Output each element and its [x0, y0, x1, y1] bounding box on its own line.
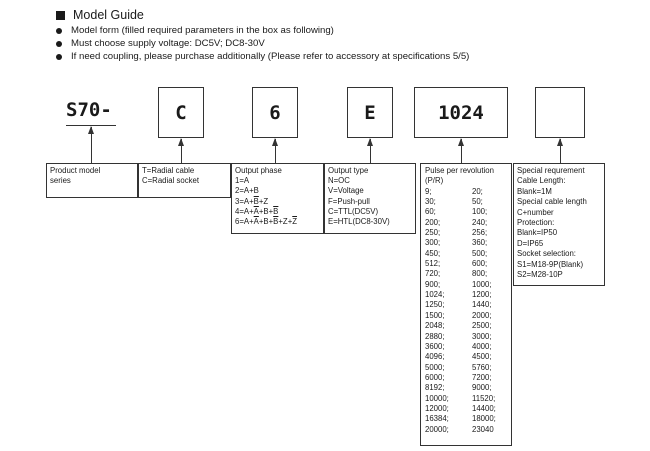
ppr-value: 3000;	[472, 331, 492, 341]
special-requirement-box	[513, 163, 605, 286]
ppr-code-box: 1024	[414, 87, 508, 138]
phase-line-4: $4=A+\overline{A}+B+\overline{B}$	[235, 206, 279, 216]
ppr-value: 1200;	[472, 290, 492, 300]
ppr-value: 18000;	[472, 414, 496, 424]
bullet-item	[56, 37, 469, 50]
output-type-box	[324, 163, 416, 234]
ppr-value: 9000;	[472, 383, 492, 393]
ppr-value: 12000;	[425, 403, 449, 413]
output-phase-title: Output phase	[235, 166, 282, 175]
ppr-value: 2048;	[425, 321, 445, 331]
ppr-column-2	[472, 187, 512, 435]
square-bullet-icon	[56, 11, 65, 20]
ppr-unit: (P/R)	[425, 176, 444, 186]
phase-line-6: $6=A+\overline{A}+B+\overline{B}+Z+\overline{Z}$	[235, 217, 298, 227]
ppr-value: 1000;	[472, 279, 492, 289]
desc-line: Special cable length	[517, 197, 587, 207]
desc-line: Blank=1M	[517, 186, 552, 196]
ppr-value: 360;	[472, 238, 488, 248]
arrow-up-icon	[370, 139, 371, 163]
ppr-value: 7200;	[472, 372, 492, 382]
product-model-box	[46, 163, 138, 198]
desc-line: S1=M18-9P(Blank)	[517, 259, 584, 269]
ppr-title: Pulse per revolution	[425, 166, 494, 175]
desc-line: Socket selection:	[517, 249, 576, 259]
desc-line: C=Radial socket	[142, 176, 199, 186]
ppr-value: 23040	[472, 424, 494, 434]
desc-line: 2=A+B	[235, 186, 259, 196]
ppr-value: 800;	[472, 269, 488, 279]
ppr-value: 1024;	[425, 290, 445, 300]
title-row	[56, 8, 469, 22]
ppr-value: 250;	[425, 228, 441, 238]
desc-line: Special requrement	[517, 166, 585, 175]
desc-line: Protection:	[517, 218, 555, 228]
ppr-value: 2880;	[425, 331, 445, 341]
ppr-value: 14400;	[472, 403, 496, 413]
desc-line: N=OC	[328, 176, 350, 186]
ppr-value: 50;	[472, 197, 483, 207]
desc-line: Blank=IP50	[517, 228, 558, 238]
special-code-box	[535, 87, 585, 138]
ppr-column-1	[425, 187, 472, 435]
ppr-value: 20;	[472, 186, 483, 196]
desc-line: 1=A	[235, 176, 250, 186]
ppr-value: 8192;	[425, 383, 445, 393]
desc-line: T=Radial cable	[142, 166, 195, 175]
bullet-text: Must choose supply voltage: DC5V; DC8-30V	[71, 38, 265, 49]
arrow-up-icon	[275, 139, 276, 163]
ppr-value: 2000;	[472, 310, 492, 320]
ppr-value: 720;	[425, 269, 441, 279]
ppr-box	[420, 163, 512, 446]
ppr-values-grid	[425, 187, 508, 435]
ppr-value: 450;	[425, 248, 441, 258]
cable-type-box	[138, 163, 231, 198]
desc-line: C+number	[517, 207, 554, 217]
ppr-value: 60;	[425, 207, 436, 217]
ppr-value: 500;	[472, 248, 488, 258]
bullet-item	[56, 24, 469, 37]
ppr-value: 6000;	[425, 372, 445, 382]
desc-line: D=IP65	[517, 238, 544, 248]
desc-line: series	[50, 176, 71, 186]
ppr-value: 10000;	[425, 393, 449, 403]
ppr-value: 3600;	[425, 341, 445, 351]
desc-line: C=TTL(DC5V)	[328, 206, 379, 216]
model-guide-header	[56, 8, 469, 63]
bullet-dot-icon	[56, 41, 62, 47]
ppr-value: 4096;	[425, 352, 445, 362]
output-type-title: Output type	[328, 166, 369, 175]
ppr-value: 1500;	[425, 310, 445, 320]
ppr-value: 30;	[425, 197, 436, 207]
ppr-value: 20000;	[425, 424, 449, 434]
type-code-box: E	[347, 87, 393, 138]
bullet-text: If need coupling, please purchase additionally (Please refer to accessory at specifications 5/5)	[71, 51, 470, 62]
desc-line: Product model	[50, 166, 101, 175]
bullet-item	[56, 50, 469, 63]
desc-line: F=Push-pull	[328, 196, 370, 206]
cable-code-box: C	[158, 87, 204, 138]
ppr-value: 600;	[472, 259, 488, 269]
ppr-value: 16384;	[425, 414, 449, 424]
ppr-value: 5000;	[425, 362, 445, 372]
bullet-dot-icon	[56, 54, 62, 60]
output-phase-box	[231, 163, 324, 234]
arrow-up-icon	[461, 139, 462, 163]
ppr-value: 11520;	[472, 393, 496, 403]
desc-line: E=HTL(DC8-30V)	[328, 217, 390, 227]
ppr-value: 240;	[472, 217, 488, 227]
desc-line: S2=M28-10P	[517, 270, 563, 280]
arrow-up-icon	[91, 127, 92, 163]
desc-line: Cable Length:	[517, 176, 566, 186]
ppr-value: 900;	[425, 279, 441, 289]
arrow-up-icon	[560, 139, 561, 163]
bullet-text: Model form (filled required parameters in the box as following)	[71, 25, 334, 36]
ppr-value: 300;	[425, 238, 441, 248]
ppr-value: 9;	[425, 186, 432, 196]
arrow-up-icon	[181, 139, 182, 163]
ppr-value: 256;	[472, 228, 488, 238]
ppr-value: 100;	[472, 207, 488, 217]
ppr-value: 4000;	[472, 341, 492, 351]
model-prefix: S70-	[66, 99, 112, 121]
ppr-value: 2500;	[472, 321, 492, 331]
ppr-value: 200;	[425, 217, 441, 227]
ppr-value: 4500;	[472, 352, 492, 362]
ppr-value: 512;	[425, 259, 441, 269]
page-title: Model Guide	[73, 8, 144, 22]
desc-line: V=Voltage	[328, 186, 364, 196]
ppr-value: 1250;	[425, 300, 445, 310]
phase-code-box: 6	[252, 87, 298, 138]
bullet-dot-icon	[56, 28, 62, 34]
ppr-value: 1440;	[472, 300, 492, 310]
phase-line-3: $3=A+\overline{B}+Z$	[235, 196, 269, 206]
ppr-value: 5760;	[472, 362, 492, 372]
